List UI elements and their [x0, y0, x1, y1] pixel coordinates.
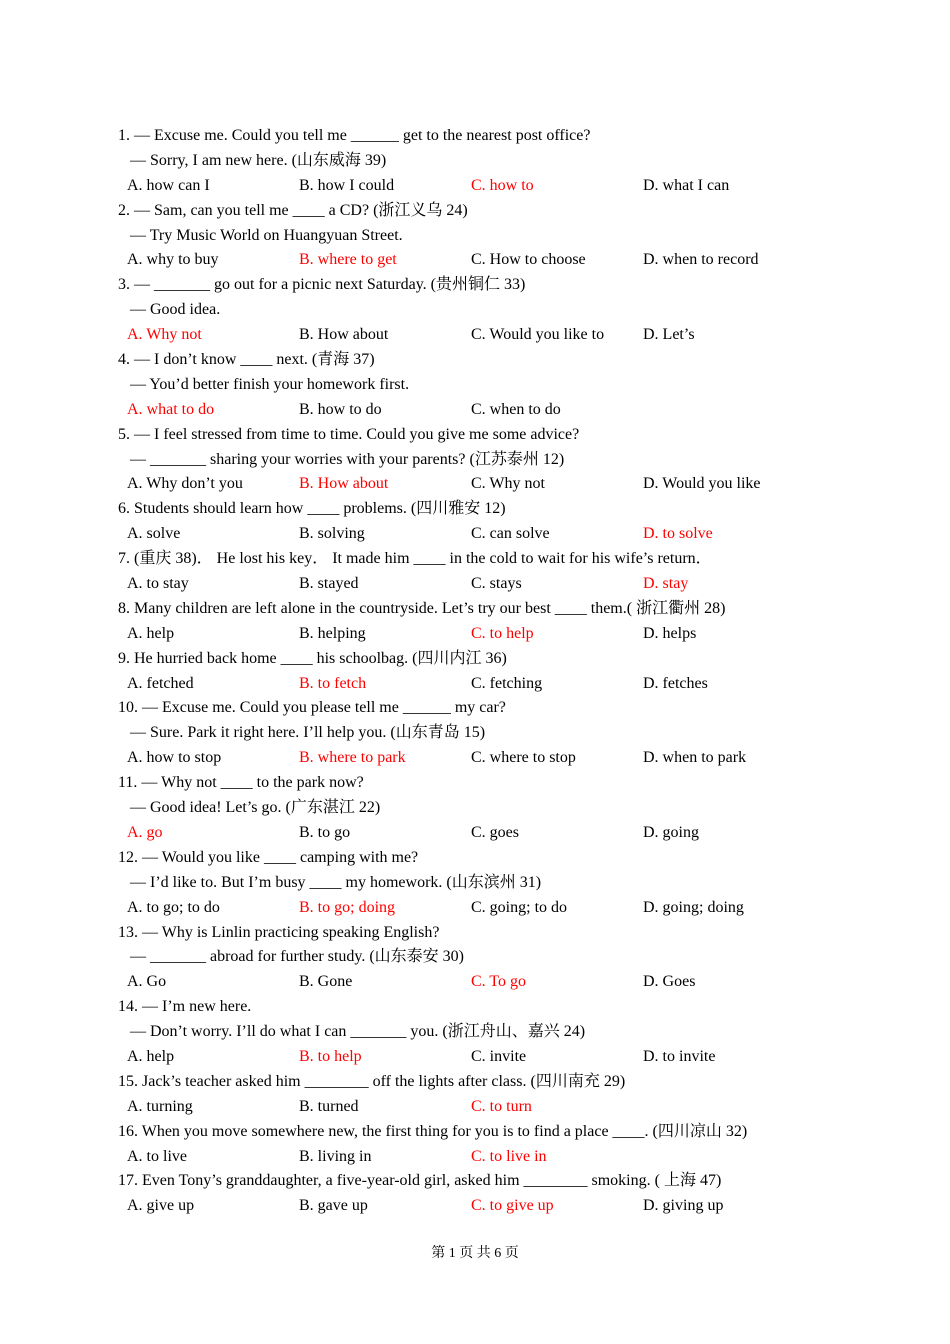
option: B. turned: [299, 1097, 359, 1115]
question-stem: 7. (重庆 38)． He lost his key． It made him ____ in the cold to wait for his wife’s return．: [118, 550, 712, 568]
option: B. stayed: [299, 575, 359, 593]
options-row: [118, 398, 818, 423]
question-list: [118, 124, 818, 1219]
question-stem: 13. — Why is Linlin practicing speaking English?: [118, 923, 440, 941]
answer-option: C. to live in: [471, 1147, 547, 1165]
option: B. to go: [299, 823, 351, 841]
options-row: [118, 522, 818, 547]
options-row: [118, 746, 818, 771]
question-dialogue-line: — Don’t worry. I’ll do what I can _______ you. (浙江舟山、嘉兴 24): [130, 1023, 586, 1041]
option: D. to invite: [643, 1047, 716, 1065]
question-stem: 12. — Would you like ____ camping with me?: [118, 848, 419, 866]
option: B. gave up: [299, 1197, 368, 1215]
question-dialogue-line: — Good idea! Let’s go. (广东湛江 22): [130, 799, 381, 817]
options-row: [118, 472, 818, 497]
answer-option: C. to turn: [471, 1097, 532, 1115]
options-row: [118, 1045, 818, 1070]
option: A. to stay: [127, 575, 189, 593]
options-row: [118, 174, 818, 199]
option: D. going; doing: [643, 898, 744, 916]
answer-option: A. go: [127, 823, 163, 841]
option: D. going: [643, 823, 699, 841]
options-row: [118, 1194, 818, 1219]
options-row: [118, 1145, 818, 1170]
answer-option: A. what to do: [127, 400, 215, 418]
options-row: [118, 248, 818, 273]
option: C. Would you like to: [471, 326, 605, 344]
option: B. Gone: [299, 973, 353, 991]
options-row: [118, 323, 818, 348]
option: B. helping: [299, 624, 366, 642]
option: D. giving up: [643, 1197, 724, 1215]
question-stem: 6. Students should learn how ____ problems. (四川雅安 12): [118, 500, 506, 518]
question-dialogue-line: — _______ sharing your worries with your parents? (江苏泰州 12): [130, 450, 565, 468]
option: C. goes: [471, 823, 519, 841]
option: C. going; to do: [471, 898, 568, 916]
answer-option: B. where to get: [299, 251, 397, 269]
question-stem: 4. — I don’t know ____ next. (青海 37): [118, 351, 375, 369]
option: C. when to do: [471, 400, 561, 418]
option: D. Would you like: [643, 475, 761, 493]
question-dialogue-line: — Sorry, I am new here. (山东威海 39): [130, 151, 387, 169]
answer-option: D. stay: [643, 575, 689, 593]
options-row: [118, 970, 818, 995]
option: D. fetches: [643, 674, 708, 692]
answer-option: B. to fetch: [299, 674, 367, 692]
question-stem: 17. Even Tony’s granddaughter, a five-year-old girl, asked him ________ smoking. ( 上海 47): [118, 1172, 722, 1190]
option: C. invite: [471, 1047, 527, 1065]
option: C. can solve: [471, 525, 550, 543]
option: B. how to do: [299, 400, 382, 418]
options-row: [118, 821, 818, 846]
answer-option: B. How about: [299, 475, 389, 493]
question-dialogue-line: — Try Music World on Huangyuan Street.: [130, 226, 403, 244]
question-dialogue-line: — Good idea.: [130, 301, 221, 319]
option: D. helps: [643, 624, 697, 642]
option: B. living in: [299, 1147, 372, 1165]
options-row: [118, 672, 818, 697]
question-stem: 10. — Excuse me. Could you please tell me ______ my car?: [118, 699, 506, 717]
option: A. Why don’t you: [127, 475, 243, 493]
option: A. why to buy: [127, 251, 219, 269]
question-dialogue-line: — I’d like to. But I’m busy ____ my homework. (山东滨州 31): [130, 873, 542, 891]
question-stem: 5. — I feel stressed from time to time. Could you give me some advice?: [118, 425, 580, 443]
question-stem: 15. Jack’s teacher asked him ________ off the lights after class. (四川南充 29): [118, 1072, 626, 1090]
option: A. give up: [127, 1197, 195, 1215]
options-row: [118, 896, 818, 921]
options-row: [118, 572, 818, 597]
option: A. turning: [127, 1097, 193, 1115]
option: D. what I can: [643, 176, 730, 194]
option: D. when to record: [643, 251, 759, 269]
question-stem: 8. Many children are left alone in the countryside. Let’s try our best ____ them.( 浙江衢州 28): [118, 599, 726, 617]
answer-option: C. To go: [471, 973, 527, 991]
option: A. solve: [127, 525, 181, 543]
option: A. help: [127, 1047, 175, 1065]
option: A. how to stop: [127, 749, 222, 767]
option: C. How to choose: [471, 251, 586, 269]
option: A. how can I: [127, 176, 210, 194]
option: D. Let’s: [643, 326, 695, 344]
answer-option: B. to help: [299, 1047, 362, 1065]
option: B. how I could: [299, 176, 395, 194]
options-row: [118, 1095, 818, 1120]
answer-option: C. to give up: [471, 1197, 554, 1215]
question-dialogue-line: — _______ abroad for further study. (山东泰安 30): [130, 948, 465, 966]
option: C. fetching: [471, 674, 543, 692]
options-row: [118, 622, 818, 647]
option: A. to go; to do: [127, 898, 220, 916]
question-stem: 2. — Sam, can you tell me ____ a CD? (浙江义乌 24): [118, 201, 468, 219]
question-stem: 3. — _______ go out for a picnic next Saturday. (贵州铜仁 33): [118, 276, 526, 294]
option: B. solving: [299, 525, 365, 543]
page-footer: 第 1 页 共 6 页: [431, 1246, 519, 1261]
option: A. to live: [127, 1147, 187, 1165]
option: A. fetched: [127, 674, 194, 692]
question-dialogue-line: — You’d better finish your homework first.: [130, 375, 410, 393]
question-stem: 9. He hurried back home ____ his schoolbag. (四川内江 36): [118, 649, 507, 667]
option: A. Go: [127, 973, 167, 991]
answer-option: D. to solve: [643, 525, 713, 543]
question-stem: 11. — Why not ____ to the park now?: [118, 774, 364, 792]
option: D. Goes: [643, 973, 696, 991]
option: C. Why not: [471, 475, 545, 493]
option: A. help: [127, 624, 175, 642]
question-dialogue-line: — Sure. Park it right here. I’ll help you. (山东青岛 15): [130, 724, 486, 742]
option: B. How about: [299, 326, 389, 344]
answer-option: C. how to: [471, 176, 534, 194]
option: C. where to stop: [471, 749, 576, 767]
question-stem: 16. When you move somewhere new, the first thing for you is to find a place ____. (四川凉山 32): [118, 1122, 748, 1140]
question-stem: 1. — Excuse me. Could you tell me ______ get to the nearest post office?: [118, 127, 591, 144]
option: D. when to park: [643, 749, 747, 767]
answer-option: B. to go; doing: [299, 898, 396, 916]
answer-option: C. to help: [471, 624, 534, 642]
option: C. stays: [471, 575, 522, 593]
answer-option: B. where to park: [299, 749, 406, 767]
answer-option: A. Why not: [127, 326, 202, 344]
question-stem: 14. — I’m new here.: [118, 998, 252, 1016]
